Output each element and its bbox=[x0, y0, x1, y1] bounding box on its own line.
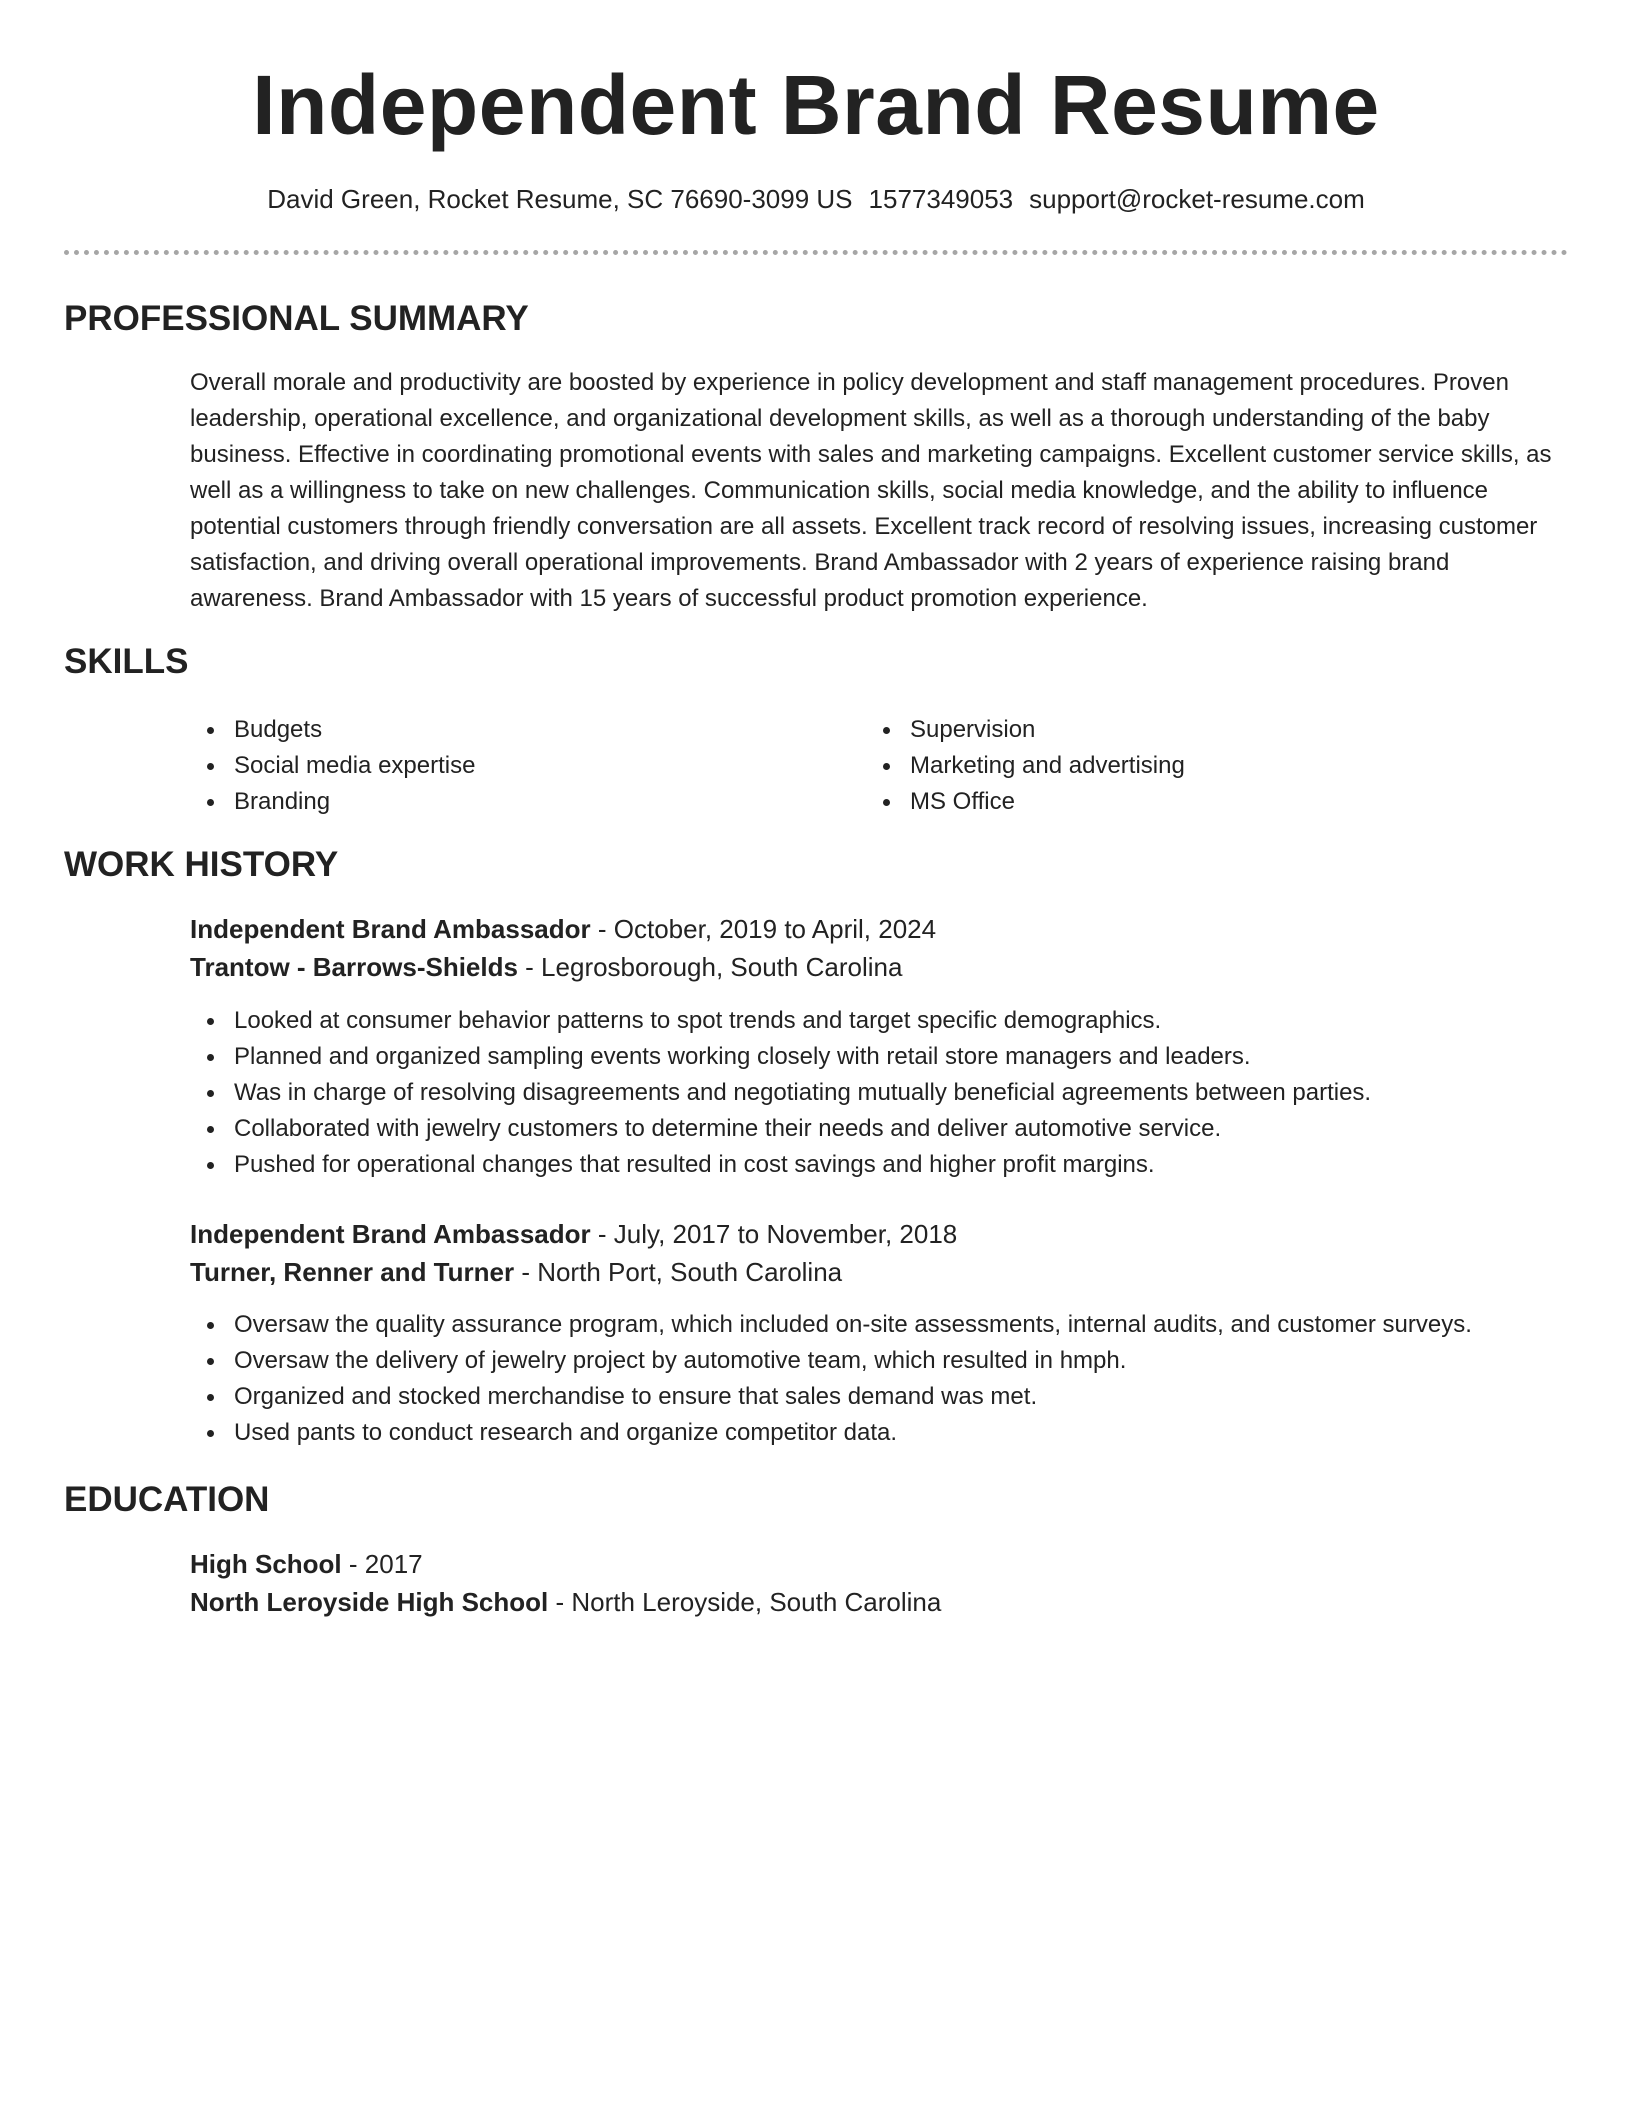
skills-column-left bbox=[190, 712, 810, 820]
header-divider bbox=[64, 250, 1568, 255]
skill-item: Supervision bbox=[866, 712, 1486, 748]
skill-item: Marketing and advertising bbox=[866, 748, 1486, 784]
duty-item: Collaborated with jewelry customers to determine their needs and deliver automotive service. bbox=[190, 1111, 1565, 1147]
job-dates: - October, 2019 to April, 2024 bbox=[590, 914, 937, 944]
duty-item: Was in charge of resolving disagreements and negotiating mutually beneficial agreements between parties. bbox=[190, 1075, 1565, 1111]
duty-item: Pushed for operational changes that resulted in cost savings and higher profit margins. bbox=[190, 1147, 1565, 1183]
contact-email: support@rocket-resume.com bbox=[1029, 184, 1365, 214]
job-title: Independent Brand Ambassador bbox=[190, 1219, 591, 1249]
job-duties-list bbox=[190, 1003, 1565, 1183]
contact-phone: 1577349053 bbox=[868, 184, 1014, 214]
skill-item: Social media expertise bbox=[190, 748, 810, 784]
skill-item: Branding bbox=[190, 784, 810, 820]
contact-address: David Green, Rocket Resume, SC 76690-3099 US bbox=[267, 184, 853, 214]
job-location: - North Port, South Carolina bbox=[514, 1257, 843, 1287]
skill-item: Budgets bbox=[190, 712, 810, 748]
education-school-line bbox=[190, 1583, 1560, 1621]
duty-item: Oversaw the quality assurance program, which included on-site assessments, internal audits, and customer surveys. bbox=[190, 1307, 1565, 1343]
work-history-heading: WORK HISTORY bbox=[64, 845, 339, 884]
job-title: Independent Brand Ambassador bbox=[190, 914, 591, 944]
skills-column-right bbox=[866, 712, 1486, 820]
duty-item: Oversaw the delivery of jewelry project by automotive team, which resulted in hmph. bbox=[190, 1343, 1565, 1379]
job-title-line bbox=[190, 1215, 1560, 1253]
duty-item: Organized and stocked merchandise to ensure that sales demand was met. bbox=[190, 1379, 1565, 1415]
job-duties-list bbox=[190, 1307, 1565, 1451]
education-year: - 2017 bbox=[341, 1549, 423, 1579]
job-dates: - July, 2017 to November, 2018 bbox=[590, 1219, 958, 1249]
duty-item: Planned and organized sampling events working closely with retail store managers and leaders. bbox=[190, 1039, 1565, 1075]
job-company-line bbox=[190, 948, 1560, 986]
job-company: Trantow - Barrows-Shields bbox=[190, 952, 518, 982]
contact-line bbox=[0, 181, 1632, 217]
summary-heading: PROFESSIONAL SUMMARY bbox=[64, 299, 529, 338]
skills-heading: SKILLS bbox=[64, 642, 189, 681]
job-company: Turner, Renner and Turner bbox=[190, 1257, 515, 1287]
skills-list-left bbox=[190, 712, 810, 820]
education-degree: High School bbox=[190, 1549, 342, 1579]
education-school: North Leroyside High School bbox=[190, 1587, 549, 1617]
job-duties bbox=[190, 1307, 1565, 1451]
job-duties bbox=[190, 1003, 1565, 1183]
education-degree-line bbox=[190, 1545, 1560, 1583]
duty-item: Looked at consumer behavior patterns to spot trends and target specific demographics. bbox=[190, 1003, 1565, 1039]
skills-list-right bbox=[866, 712, 1486, 820]
resume-title: Independent Brand Resume bbox=[252, 58, 1380, 152]
summary-text: Overall morale and productivity are boosted by experience in policy development and staff management procedures. Proven leadership, operational excellence, and organizational development skills, as well as a thorough understanding of the baby business. Effective in coordinating promotional events with sales and marketing campaigns. Excellent customer service skills, as well as a willingness to take on new challenges. Communication skills, social media knowledge, and the ability to influence potential customers through friendly conversation are all assets. Excellent track record of resolving issues, increasing customer satisfaction, and driving overall operational improvements. Brand Ambassador with 2 years of experience raising brand awareness. Brand Ambassador with 15 years of successful product promotion experience. bbox=[190, 369, 1552, 612]
skill-item: MS Office bbox=[866, 784, 1486, 820]
education-location: - North Leroyside, South Carolina bbox=[548, 1587, 942, 1617]
job-title-line bbox=[190, 910, 1560, 948]
education-heading: EDUCATION bbox=[64, 1480, 270, 1519]
duty-item: Used pants to conduct research and organize competitor data. bbox=[190, 1415, 1565, 1451]
job-location: - Legrosborough, South Carolina bbox=[517, 952, 903, 982]
job-company-line bbox=[190, 1253, 1560, 1291]
